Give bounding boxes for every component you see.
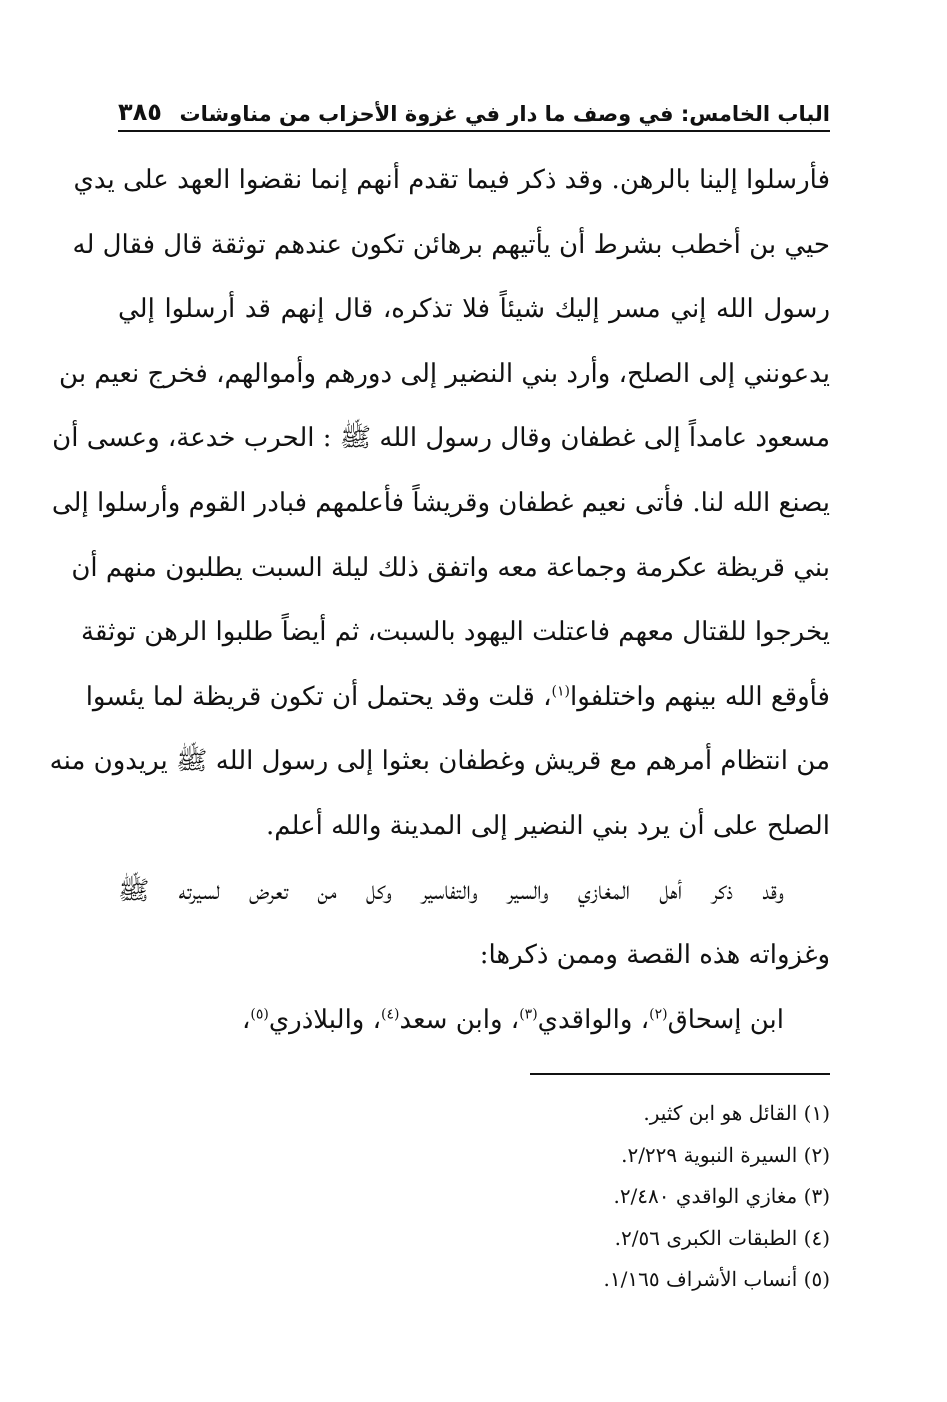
text-line: الصلح على أن يرد بني النضير إلى المدينة والله أعلم. — [265, 810, 830, 841]
text-line: من انتظام أمرهم مع قريش وغطفان بعثوا إلى رسول الله ﷺ يريدون منه — [49, 746, 830, 777]
ref-waqidi: ، والواقدي — [537, 1004, 650, 1035]
ref-baladhuri: ، والبلاذري — [268, 1004, 382, 1035]
text-line: يدعونني إلى الصلح، وأرد بني النضير إلى دورهم وأموالهم، فخرج نعيم بن — [59, 358, 830, 389]
footnote-marker-4: (٤) — [381, 1006, 400, 1023]
footnote-marker-2: (٢) — [649, 1006, 668, 1023]
text-segment: فأوقع الله بينهم واختلفوا — [570, 681, 830, 712]
text-line: وقد ذكر أهل المغازي والسير والتفاسير وكل من تعرض لسيرته ﷺ — [118, 875, 784, 906]
text-line: مسعود عامداً إلى غطفان وقال رسول الله ﷺ : الحرب خدعة، وعسى أن — [52, 423, 830, 454]
footnotes — [118, 1093, 830, 1301]
footnote: (١) القائل هو ابن كثير. — [643, 1101, 830, 1125]
ref-ibn-saad: ، وابن سعد — [399, 1004, 520, 1035]
footnote-separator — [530, 1073, 830, 1075]
chapter-title: الباب الخامس: في وصف ما دار في غزوة الأحزاب من مناوشات — [179, 102, 830, 126]
references-line — [118, 988, 830, 1053]
page-number: ٣٨٥ — [118, 98, 162, 126]
footnote: (٢) السيرة النبوية ٢/٢٢٩. — [621, 1142, 830, 1167]
footnote: (٤) الطبقات الكبرى ٢/٥٦. — [614, 1225, 830, 1250]
footnote: (٥) أنساب الأشراف ١/١٦٥. — [603, 1267, 830, 1291]
footnote: (٣) مغازي الواقدي ٢/٤٨٠. — [613, 1184, 830, 1208]
ref-ibn-ishaq: ابن إسحاق — [667, 1004, 784, 1035]
footnote-marker-5: (٥) — [250, 1006, 269, 1023]
running-header — [118, 92, 830, 132]
text-segment: ، قلت وقد يحتمل أن تكون قريظة لما يئسوا — [85, 681, 552, 712]
text-line: رسول الله إني مسر إليك شيئاً فلا تذكره، قال إنهم قد أرسلوا إلي — [118, 294, 830, 325]
footnote-marker-1: (١) — [551, 683, 570, 700]
main-text — [49, 148, 830, 1052]
text-line: بني قريظة عكرمة وجماعة معه واتفق ذلك ليلة السبت يطلبون منهم أن — [71, 552, 830, 583]
text-line: يصنع الله لنا. فأتى نعيم غطفان وقريشاً فأعلمهم فبادر القوم وأرسلوا إلى — [51, 487, 830, 518]
ref-trail: ، — [241, 1004, 251, 1035]
text-line: وغزواته هذه القصة وممن ذكرها: — [479, 940, 830, 971]
text-line: فأرسلوا إلينا بالرهن. وقد ذكر فيما تقدم أنهم إنما نقضوا العهد على يدي — [73, 165, 830, 195]
text-line: حيي بن أخطب بشرط أن يأتيهم برهائن تكون عندهم توثقة قال فقال له — [72, 229, 830, 260]
footnote-marker-3: (٣) — [519, 1006, 538, 1023]
text-line — [85, 665, 830, 730]
text-line: يخرجوا للقتال معهم فاعتلت اليهود بالسبت، ثم أيضاً طلبوا الرهن توثقة — [81, 617, 830, 648]
